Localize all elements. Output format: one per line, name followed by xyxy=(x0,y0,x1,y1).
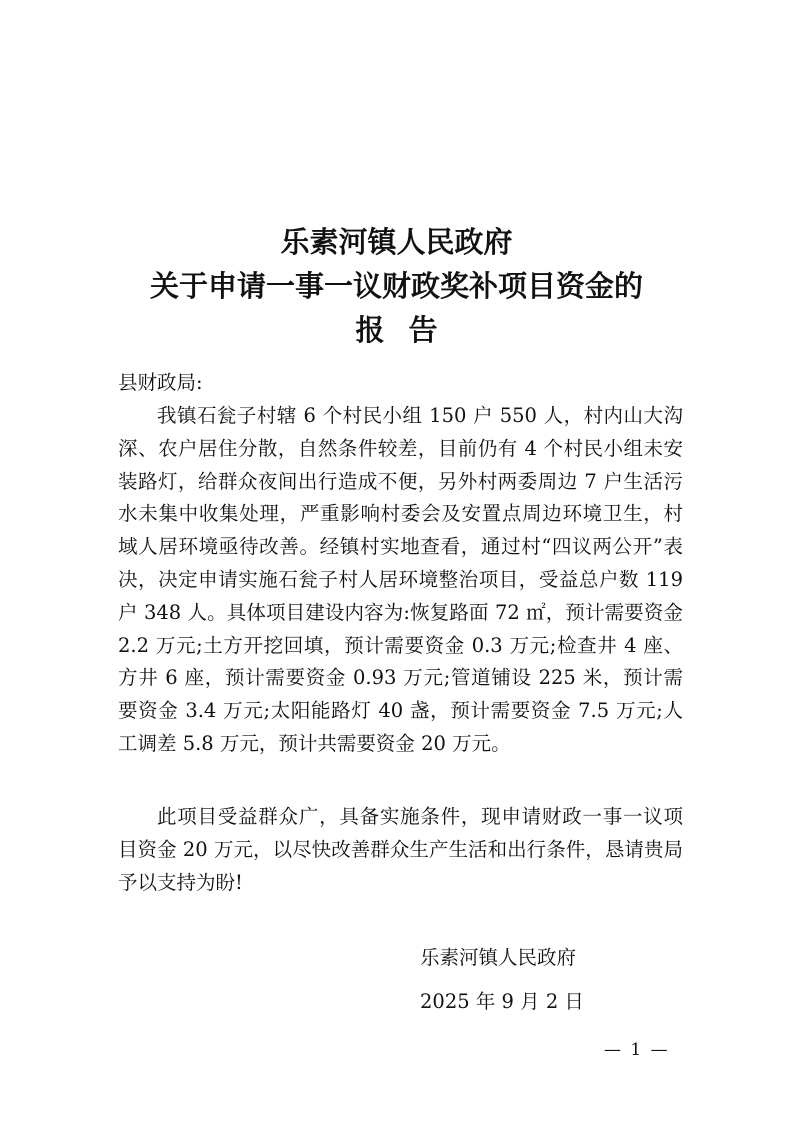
addressee: 县财政局: xyxy=(118,371,203,394)
body-paragraph-1: 我镇石瓮子村辖 6 个村民小组 150 户 550 人，村内山大沟深、农户居住分散，自然条件较差，目前仍有 4 个村民小组未安装路灯，给群众夜间出行造成不便，另外村两委周边 7 户生活污水未集中收集处理，严重影响村委会及安置点周边环境卫生，村域人居环境亟待改善。经镇村实地查看，通过村“四议两公开”表决，决定申请实施石瓮子村人居环境整治项目，受益总户数 119 户 348 人。具体项目建设内容为:恢复路面 72 ㎡，预计需要资金 2.2 万元;土方开挖回填，预计需要资金 0.3 万元;检查井 4 座、方井 6 座，预计需要资金 0.93 万元;管道铺设 225 米，预计需要资金 3.4 万元;太阳能路灯 40 盏，预计需要资金 7.5 万元;人工调差 5.8 万元，预计共需要资金 20 万元。 xyxy=(118,404,683,755)
title-line-1: 乐素河镇人民政府 xyxy=(280,225,513,259)
page-number: — 1 — xyxy=(604,1040,670,1060)
title-line-2: 关于申请一事一议财政奖补项目资金的 xyxy=(149,269,643,303)
body-paragraph-2: 此项目受益群众广，具备实施条件，现申请财政一事一议项目资金 20 万元，以尽快改善群众生产生活和出行条件，恳请贵局予以支持为盼! xyxy=(118,805,683,894)
signature-organization: 乐素河镇人民政府 xyxy=(420,946,577,969)
signature-date: 2025 年 9 月 2 日 xyxy=(420,990,584,1013)
title-line-3: 报告 xyxy=(355,313,462,347)
